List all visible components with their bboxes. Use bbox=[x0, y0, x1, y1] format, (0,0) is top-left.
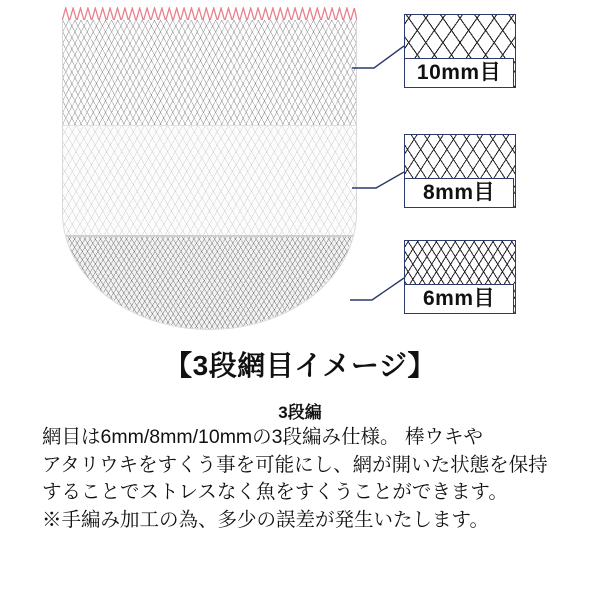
callout-swatch-8mm bbox=[404, 134, 516, 208]
description-line: 網目は6mm/8mm/10mmの3段編み仕様。 棒ウキや bbox=[42, 426, 483, 448]
description-line: ※手編み加工の為、多少の誤差が発生いたします。 bbox=[42, 509, 489, 532]
headline: 【3段網目イメージ】 bbox=[164, 350, 436, 381]
callout-label-10mm: 10mm目 bbox=[404, 58, 514, 88]
net-band-10mm bbox=[63, 20, 356, 125]
description-text bbox=[42, 424, 558, 535]
callout-label-8mm: 8mm目 bbox=[404, 178, 514, 208]
fishing-net-illustration bbox=[62, 20, 357, 330]
net-band-8mm bbox=[63, 125, 356, 235]
net-band-6mm bbox=[63, 235, 356, 329]
callout-swatch-10mm bbox=[404, 14, 516, 88]
callout-swatch-6mm bbox=[404, 240, 516, 314]
callout-label-6mm: 6mm目 bbox=[404, 284, 514, 314]
description-line: することでストレスなく魚をすくうことができます。 bbox=[42, 481, 508, 504]
description-line: アタリウキをすくう事を可能にし、網が開いた状態を保持 bbox=[42, 453, 548, 476]
net-top-edge-icon bbox=[62, 7, 357, 21]
subheading: 3段編 bbox=[278, 403, 322, 422]
net-mesh-body bbox=[62, 20, 357, 330]
